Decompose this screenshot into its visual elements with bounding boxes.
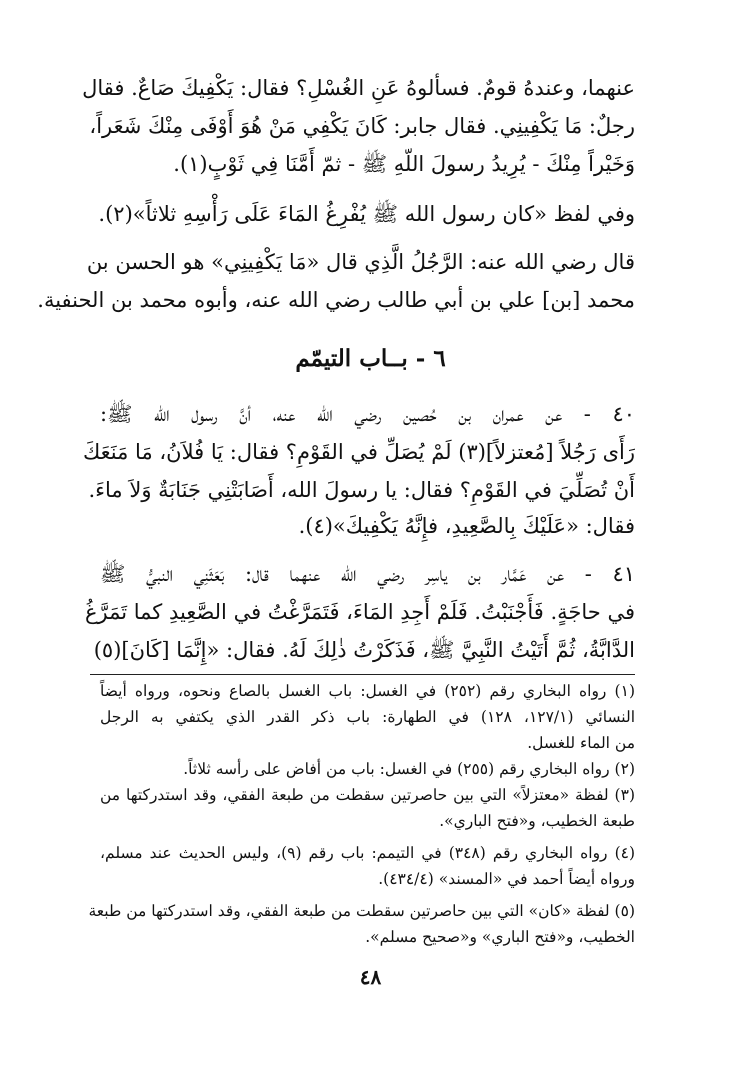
body-line: محمد [بن] علي بن أبي طالب رضي الله عنه، وأبوه محمد بن الحنفية. <box>37 288 635 312</box>
body-line: في حاجَةٍ. فَأَجْنَبْتُ. فَلَمْ أَجِدِ المَاءَ، فَتَمَرَّغْتُ في الصَّعِيدِ كما تَمَرَّغُ <box>84 600 635 624</box>
footnote-line: طبعة الخطيب، و«فتح الباري». <box>439 812 635 830</box>
body-line: أَنْ تُصَلِّيَ في القَوْمِ؟ فقال: يا رسولَ الله، أَصَابَتْنِي جَنَابَةٌ وَلاَ ماءَ. <box>88 478 635 502</box>
body-line: قال رضي الله عنه: الرَّجُلُ الَّذِي قال «مَا يَكْفِينِي» هو الحسن بن <box>86 250 635 274</box>
body-line: ٤٠ - عن عمران بن حُصين رضي الله عنه، أنَّ رسول الله ﷺ: <box>100 402 635 426</box>
footnote-line: (٥) لفظة «كان» التي بين حاصرتين سقطت من طبعة الفقي، وقد استدركتها من طبعة <box>88 902 635 920</box>
footnote-line: ورواه أيضاً أحمد في «المسند» (٤٣٤/٤). <box>378 870 635 888</box>
footnote-line: الخطيب، و«فتح الباري» و«صحيح مسلم». <box>365 928 635 946</box>
footnote-line: النسائي (١٢٧/١، ١٢٨) في الطهارة: باب ذكر القدر الذي يكتفي به الرجل <box>100 708 636 726</box>
page-number: ٤٨ <box>359 965 382 989</box>
section-heading: ٦ - بــاب التيمّم <box>295 345 446 372</box>
footnote-line: (١) رواه البخاري رقم (٢٥٢) في الغسل: باب الغسل بالصاع ونحوه، ورواه أيضاً <box>100 682 635 700</box>
footnote-line: (٤) رواه البخاري رقم (٣٤٨) في التيمم: باب رقم (٩)، وليس الحديث عند مسلم، <box>100 844 636 862</box>
body-line: فقال: «عَلَيْكَ بِالصَّعِيدِ، فإِنَّهُ يَكْفِيكَ»(٤). <box>298 514 635 538</box>
body-line: عنهما، وعندهُ قومٌ. فسألوهُ عَنِ الغُسْلِ؟ فقال: يَكْفِيكَ صَاعٌ. فقال <box>82 76 635 100</box>
footnote-line: (٣) لفظة «معتزلاً» التي بين حاصرتين سقطت من طبعة الفقي، وقد استدركتها من <box>100 786 635 804</box>
body-line: رَأَى رَجُلاً [مُعتزلاً](٣) لَمْ يُصَلِّ في القَوْمِ؟ فقال: يَا فُلاَنُ، مَا مَنَعَكَ <box>82 440 635 464</box>
footnote-separator <box>90 674 635 675</box>
body-line: ٤١ - عن عَمَّار بن ياسِر رضي الله عنهما قال: بَعَثَنِي النبيُّ ﷺ <box>100 562 635 586</box>
body-line: رجلٌ: مَا يَكْفِينِي. فقال جابر: كَانَ يَكْفِي مَنْ هُوَ أَوْفَى مِنْكَ شَعَراً، <box>89 114 635 138</box>
footnote-line: من الماء للغسل. <box>527 734 635 752</box>
footnote-line: (٢) رواه البخاري رقم (٢٥٥) في الغسل: باب من أفاض على رأسه ثلاثاً. <box>183 760 635 778</box>
body-line: وَخَيْراً مِنْكَ - يُرِيدُ رسولَ اللّهِ ﷺ - ثمّ أَمَّنَا فِي ثَوْبٍ(١). <box>173 152 635 176</box>
body-line: الدَّابَّةُ، ثُمَّ أَتَيْتُ النَّبِيَّ ﷺ، فَذَكَرْتُ ذٰلِكَ لَهُ. فقال: «إِنَّمَا [كَانَ](٥) <box>93 638 635 662</box>
body-line: وفي لفظ «كان رسول الله ﷺ يُفْرِغُ المَاءَ عَلَى رَأْسِهِ ثلاثاً»(٢). <box>98 202 635 226</box>
